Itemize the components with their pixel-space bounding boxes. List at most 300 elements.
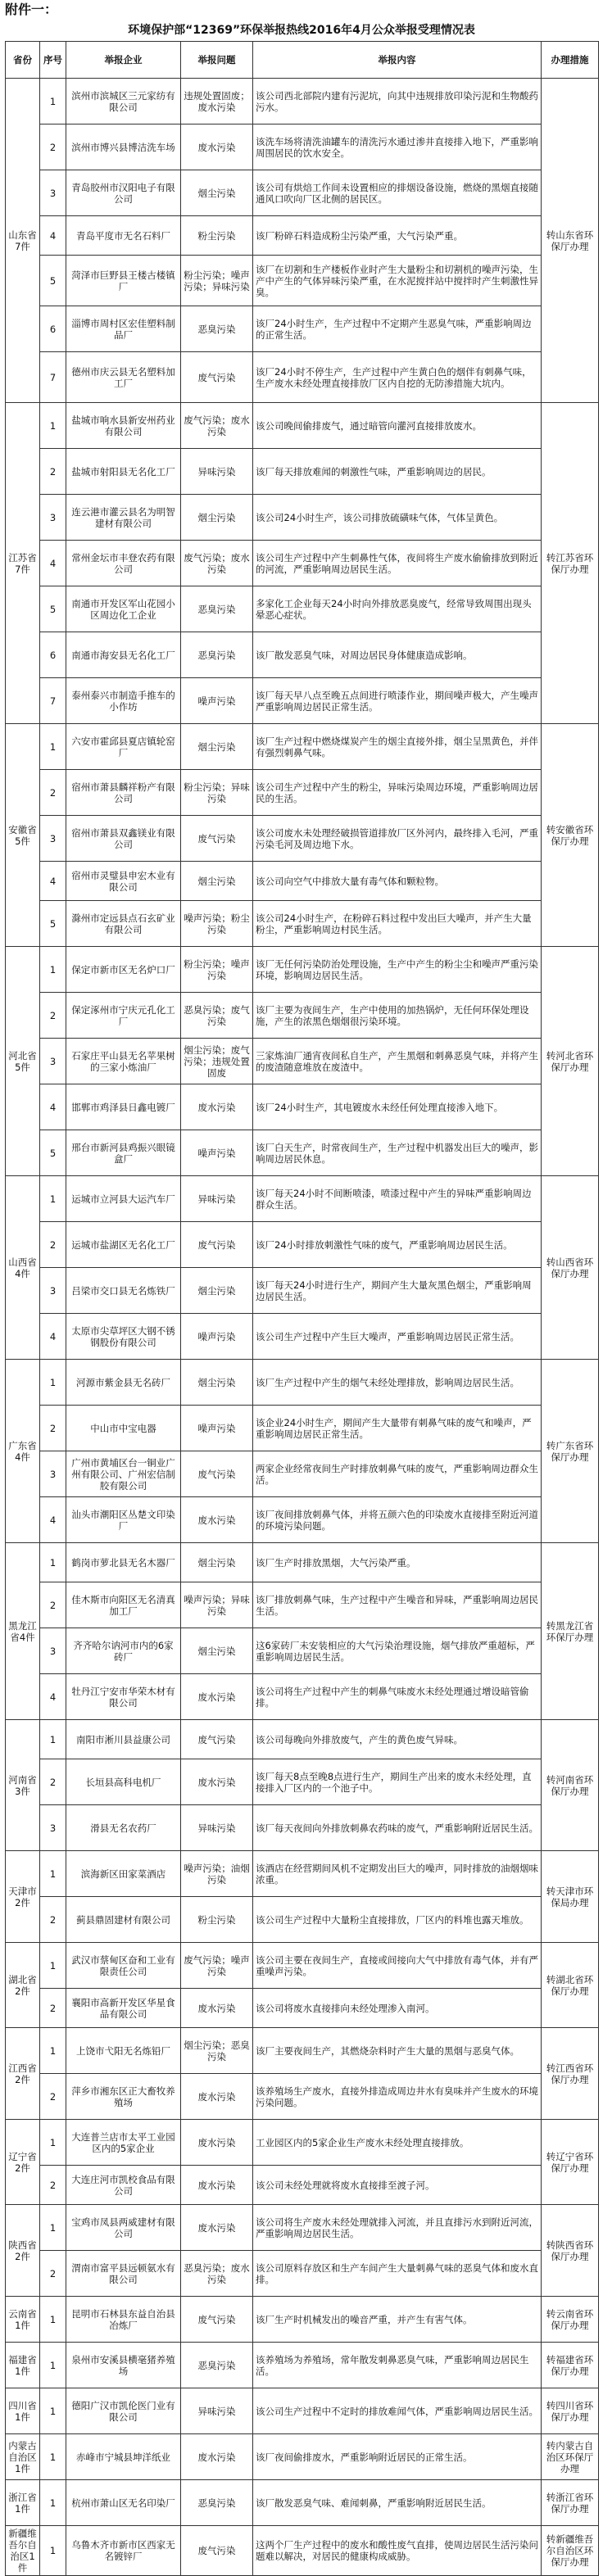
issue-cell: 异味污染 [181,1176,253,1222]
number-cell: 1 [40,79,66,124]
number-cell: 7 [40,352,66,403]
company-cell: 乌鲁木齐市新市区西家无名镀锌厂 [66,2526,181,2576]
content-cell: 该厂每天夜间向外排放刺鼻农药味的废气，严重影响附近居民生活。 [253,1805,542,1851]
table-row [6,1130,599,1176]
number-cell: 4 [40,1674,66,1720]
issue-cell: 粉尘污染；噪声污染；异味污染 [181,256,253,306]
company-cell: 保定涿州市宁庆元孔化工厂 [66,993,181,1039]
content-cell: 该公司生产过程中不定时的排放难闻气体，严重影响周边居民生活。 [253,2388,542,2434]
company-cell: 邢台市新河县鸡振兴眼镜盒厂 [66,1130,181,1176]
issue-cell: 废水污染 [181,1497,253,1543]
table-row [6,2434,599,2480]
issue-cell: 异味污染 [181,2388,253,2434]
table-title: 环境保护部“12369”环保举报热线2016年4月公众举报受理情况表 [128,24,475,37]
table-row [6,1759,599,1805]
content-cell: 三家炼油厂通宵夜间私自生产，产生黑烟和刺鼻恶臭气味，并将产生的废渣随意堆放在废渣中。 [253,1039,542,1084]
issue-cell: 异味污染 [181,1805,253,1851]
issue-cell: 废气污染；废水污染 [181,541,253,586]
number-cell: 2 [40,1897,66,1943]
content-cell: 该公司将生产过程中产生的刺鼻气味废水未经处理通过增设暗管偷排。 [253,1674,542,1720]
company-cell: 滨海新区田家菜酒店 [66,1851,181,1897]
company-cell: 连云港市灌云县名为明智建材有限公司 [66,495,181,541]
company-cell: 萍乡市湘东区正大畜牧养殖场 [66,2074,181,2120]
number-cell: 5 [40,256,66,306]
table-row [6,1360,599,1406]
number-cell: 4 [40,1314,66,1360]
number-cell: 1 [40,2205,66,2251]
company-cell: 青岛胶州市汉阳电子有限公司 [66,170,181,216]
issue-cell: 粉尘污染 [181,1897,253,1943]
measure-cell: 转河北省环保厅办理 [542,947,599,1176]
content-cell: 该公司将废水直接排向未经处理渗入南河。 [253,1989,542,2028]
table-row [6,216,599,256]
table-row [6,124,599,170]
company-cell: 蓟县鼎固建材有限公司 [66,1897,181,1943]
content-cell: 该厂生产过程中产生的烟气未经处理排放，影响周边居民生活。 [253,1360,542,1406]
content-cell: 该公司主要在夜间生产，直接或间接向大气中排放有毒气体，并有严重噪声污染。 [253,1943,542,1989]
measure-cell: 转山东省环保厅办理 [542,79,599,403]
issue-cell: 废水污染 [181,2166,253,2205]
company-cell: 宝鸡市凤县两威建材有限公司 [66,2205,181,2251]
measure-cell: 转浙江省环保厅办理 [542,2480,599,2526]
province-cell: 河北省5件 [6,947,40,1176]
measure-cell: 转福建省环保厅办理 [542,2343,599,2388]
province-cell: 陕西省2件 [6,2205,40,2297]
number-cell: 4 [40,216,66,256]
province-cell: 云南省1件 [6,2297,40,2343]
table-row [6,2120,599,2166]
content-cell: 该公司生产过程中产生巨大噪声，严重影响周边居民正常生活。 [253,1314,542,1360]
company-cell: 宿州市萧县双鑫镁业有限公司 [66,816,181,862]
issue-cell: 废水污染 [181,124,253,170]
issue-cell: 恶臭污染 [181,586,253,632]
table-row [6,1582,599,1628]
table-row [6,2074,599,2120]
table-row [6,541,599,586]
header-measure: 办理措施 [542,42,599,79]
header-issue: 举报问题 [181,42,253,79]
content-cell: 该养殖场生产废水，直接外排造成周边井水有臭味并产生废水的环境污染问题。 [253,2074,542,2120]
issue-cell: 废水污染 [181,1084,253,1130]
province-cell: 山东省7件 [6,79,40,403]
table-row [6,495,599,541]
company-cell: 南通市开发区军山花园小区周边化工企业 [66,586,181,632]
header-content: 举报内容 [253,42,542,79]
company-cell: 滨州市博兴县博洁洗车场 [66,124,181,170]
number-cell: 1 [40,2434,66,2480]
measure-cell: 转内蒙古自治区环保厅办理 [542,2434,599,2480]
company-cell: 吕梁市交口县无名炼铁厂 [66,1268,181,1314]
issue-cell: 烟尘污染；废气污染；违规处置固废 [181,1039,253,1084]
province-cell: 天津市2件 [6,1851,40,1943]
measure-cell: 转湖北省环保厅办理 [542,1943,599,2028]
number-cell: 2 [40,1759,66,1805]
province-cell: 山西省4件 [6,1176,40,1360]
measure-cell: 转天津市环保局办理 [542,1851,599,1943]
measure-cell: 转江苏省环保厅办理 [542,403,599,724]
issue-cell: 烟尘污染 [181,1268,253,1314]
number-cell: 1 [40,947,66,993]
content-cell: 该厂散发恶臭气味，对周边居民身体健康造成影响。 [253,632,542,678]
company-cell: 河源市紫金县无名砖厂 [66,1360,181,1406]
annex-label: 附件一： [5,2,58,17]
table-row [6,1943,599,1989]
table-row [6,770,599,816]
header-company: 举报企业 [66,42,181,79]
issue-cell: 噪声污染 [181,1406,253,1451]
issue-cell: 恶臭污染 [181,2480,253,2526]
company-cell: 上饶市弋阳无名炼铅厂 [66,2028,181,2074]
content-cell: 该公司有烘焙工作间未设置相应的排烟设备设施，燃烧的黑烟直接随通风口吹向厂区北侧的居民区。 [253,170,542,216]
table-row [6,170,599,216]
company-cell: 滁州市定远县点石玄矿业有限公司 [66,901,181,947]
measure-cell: 转江西省环保厅办理 [542,2028,599,2120]
issue-cell: 废水污染 [181,2434,253,2480]
company-cell: 长垣县高科电机厂 [66,1759,181,1805]
company-cell: 大连普兰店市太平工业园区内的5家企业 [66,2120,181,2166]
table-row [6,724,599,770]
content-cell: 该公司西北部院内建有污泥坑，向其中违规排放印染污泥和生物酸药污水。 [253,79,542,124]
issue-cell: 违规处置固废；废水污染 [181,79,253,124]
content-cell: 该厂生产时机械发出的噪音严重，并产生有害气体。 [253,2297,542,2343]
table-row [6,2028,599,2074]
number-cell: 3 [40,1628,66,1674]
content-cell: 该厂每天8点至晚8点进行生产，期间生产出来的废水未经处理，直接排入厂区内的一个池子中。 [253,1759,542,1805]
issue-cell: 粉尘污染 [181,216,253,256]
issue-cell: 恶臭污染 [181,2343,253,2388]
table-row [6,1039,599,1084]
table-row [6,2251,599,2297]
company-cell: 六安市霍邱县夏店镇轮窑厂 [66,724,181,770]
issue-cell: 废气污染 [181,352,253,403]
province-cell: 江苏省7件 [6,403,40,724]
company-cell: 渭南市富平县远顿氨水有限公司 [66,2251,181,2297]
table-row [6,1268,599,1314]
province-cell: 内蒙古自治区1件 [6,2434,40,2480]
table-row [6,1176,599,1222]
content-cell: 该厂夜间偷排废水，严重影响附近居民的正常生活。 [253,2434,542,2480]
number-cell: 1 [40,2297,66,2343]
province-cell: 江西省2件 [6,2028,40,2120]
issue-cell: 废水污染 [181,2120,253,2166]
issue-cell: 废气污染 [181,2297,253,2343]
number-cell: 3 [40,1268,66,1314]
company-cell: 赤峰市宁城县坤洋纸业 [66,2434,181,2480]
content-cell: 该厂每天排放难闻的刺激性气味，严重影响周边的居民。 [253,449,542,495]
province-cell: 河南省3件 [6,1720,40,1851]
province-cell: 安徽省5件 [6,724,40,947]
company-cell: 中山市中宝电器 [66,1406,181,1451]
table-row [6,2205,599,2251]
header-row [6,42,599,79]
content-cell: 该厂每天早八点至晚五点间进行喷漆作业，期间噪声极大，产生噪声严重影响周边居民正常生活。 [253,678,542,724]
number-cell: 2 [40,1406,66,1451]
issue-cell: 烟尘污染 [181,724,253,770]
table-row [6,2297,599,2343]
company-cell: 广州市黄埔区台一铜业广州有限公司、广州宏信制胶有限公司 [66,1451,181,1497]
content-cell: 该厂粉碎石料造成粉尘污染严重，大气污染严重。 [253,216,542,256]
table-row [6,1543,599,1582]
issue-cell: 粉尘污染；噪声污染 [181,947,253,993]
table-body [6,79,599,2576]
company-cell: 青岛平度市无名石料厂 [66,216,181,256]
issue-cell: 废气污染；噪声污染 [181,1943,253,1989]
table-row [6,2526,599,2576]
content-cell: 该公司24小时生产，该公司排放硫磺味气体，气体呈黄色。 [253,495,542,541]
province-cell: 辽宁省2件 [6,2120,40,2205]
number-cell: 3 [40,1039,66,1084]
company-cell: 杭州市萧山区无名印染厂 [66,2480,181,2526]
content-cell: 该公司每晚向外排放废气，产生的黄色废气异味。 [253,1720,542,1759]
province-cell: 湖北省2件 [6,1943,40,2028]
province-cell: 新疆维吾尔自治区1件 [6,2526,40,2576]
company-cell: 淄博市周村区宏佳塑料制品厂 [66,306,181,352]
number-cell: 1 [40,1176,66,1222]
company-cell: 鹤岗市萝北县无名木器厂 [66,1543,181,1582]
number-cell: 7 [40,678,66,724]
company-cell: 太原市尖草坪区大钢不锈钢股份有限公司 [66,1314,181,1360]
number-cell: 2 [40,2166,66,2205]
content-cell: 该厂在切割和生产楼板作业时产生大量粉尘和切割机的噪声污染，生产中产生的气体异味污染严重，在水泥搅拌站中搅拌时产生刺激性异臭。 [253,256,542,306]
issue-cell: 废气污染 [181,1720,253,1759]
table-row [6,632,599,678]
company-cell: 昆明市石林县东益自治县冶炼厂 [66,2297,181,2343]
company-cell: 南阳市淅川县益康公司 [66,1720,181,1759]
company-cell: 宿州市萧县麟祥粉产有限公司 [66,770,181,816]
measure-cell: 转新疆维吾尔自治区环保厅办理 [542,2526,599,2576]
content-cell: 这6家砖厂未安装相应的大气污染治理设施，烟气排放严重超标，严重影响周边居民生活。 [253,1628,542,1674]
content-cell: 该公司生产过程中产生的粉尘，异味污染周边环境，严重影响周边居民的生活。 [253,770,542,816]
measure-cell: 转黑龙江省环保厅办理 [542,1543,599,1720]
table-row [6,1897,599,1943]
number-cell: 2 [40,449,66,495]
issue-cell: 噪声污染；粉尘污染 [181,901,253,947]
table-row [6,449,599,495]
issue-cell: 废气污染 [181,816,253,862]
issue-cell: 废气污染 [181,1222,253,1268]
table-row [6,1989,599,2028]
company-cell: 运城市立河县大运汽车厂 [66,1176,181,1222]
number-cell: 1 [40,403,66,449]
company-cell: 石家庄平山县无名苹果树的三家小炼油厂 [66,1039,181,1084]
number-cell: 6 [40,306,66,352]
number-cell: 5 [40,901,66,947]
number-cell: 4 [40,1084,66,1130]
company-cell: 运城市盐湖区无名化工厂 [66,1222,181,1268]
company-cell: 盐城市响水县新安州药业有限公司 [66,403,181,449]
content-cell: 该厂排放刺鼻气味，生产过程中产生噪音和异味，严重影响周边居民生活。 [253,1582,542,1628]
number-cell: 1 [40,2028,66,2074]
number-cell: 1 [40,2526,66,2576]
issue-cell: 异味污染 [181,449,253,495]
issue-cell: 恶臭污染；废水污染 [181,2251,253,2297]
number-cell: 3 [40,495,66,541]
company-cell: 汕头市潮阳区丛楚文印染厂 [66,1497,181,1543]
issue-cell: 废水污染 [181,2074,253,2120]
table-row [6,2480,599,2526]
measure-cell: 转陕西省环保厅办理 [542,2205,599,2297]
company-cell: 德阳广汉市凯伦医门业有限公司 [66,2388,181,2434]
table-row [6,403,599,449]
content-cell: 该厂24小时不停生产，生产过程中产生黄白色的烟伴有刺鼻气味，生产废水未经处理直接排放厂区内自挖的无防渗措施大坑内。 [253,352,542,403]
company-cell: 齐齐哈尔讷河市内的6家砖厂 [66,1628,181,1674]
number-cell: 3 [40,170,66,216]
content-cell: 该酒店在经营期间风机不定期发出巨大的噪声，同时排放的油烟烟味浓重。 [253,1851,542,1897]
company-cell: 德州市庆云县无名塑料加工厂 [66,352,181,403]
company-cell: 保定市新市区无名炉口厂 [66,947,181,993]
table-row [6,586,599,632]
company-cell: 滨州市滨城区三元家纺有限公司 [66,79,181,124]
content-cell: 该厂无任何污染防治处理设施，生产中产生的粉尘尘和噪声严重污染环境，影响周边居民生活。 [253,947,542,993]
number-cell: 1 [40,1543,66,1582]
number-cell: 2 [40,993,66,1039]
content-cell: 该厂主要为夜间生产，生产中使用的加热锅炉，无任何环保处理设施，产生的浓黑色烟烟很污染环境。 [253,993,542,1039]
number-cell: 1 [40,2388,66,2434]
content-cell: 该公司废水未处理经破损管道排放厂区外河内，最终排入毛河，严重污染毛河及周边地下水。 [253,816,542,862]
table-row [6,79,599,124]
number-cell: 4 [40,1497,66,1543]
content-cell: 该厂白天生产，时常夜间生产，生产过程中机器发出巨大的噪声，影响周边居民休息。 [253,1130,542,1176]
issue-cell: 烟尘污染 [181,1628,253,1674]
issue-cell: 烟尘污染 [181,1360,253,1406]
issue-cell: 废水污染 [181,1759,253,1805]
company-cell: 泉州市安溪县横毫猪养殖场 [66,2343,181,2388]
measure-cell: 转四川省环保厅办理 [542,2388,599,2434]
company-cell: 泰州泰兴市制造手推车的小作坊 [66,678,181,724]
number-cell: 3 [40,816,66,862]
content-cell: 该厂24小时排放刺激性气味的废气，严重影响周边居民生活。 [253,1222,542,1268]
table-row [6,862,599,901]
issue-cell: 烟尘污染 [181,170,253,216]
province-cell: 四川省1件 [6,2388,40,2434]
table-row [6,1805,599,1851]
table-row [6,1628,599,1674]
content-cell: 两家企业经常夜间生产时排放刺鼻气味的废气，严重影响周边群众生活。 [253,1451,542,1497]
content-cell: 该厂24小时生产，生产过程中不定期产生恶臭气味，严重影响周边的正常生活。 [253,306,542,352]
issue-cell: 废气污染 [181,1451,253,1497]
measure-cell: 转云南省环保厅办理 [542,2297,599,2343]
header-province: 省份 [6,42,40,79]
table-row [6,1222,599,1268]
issue-cell: 恶臭污染；废气污染 [181,993,253,1039]
content-cell: 工业园区内的5家企业生产废水未经处理直接排放。 [253,2120,542,2166]
content-cell: 该洗车场将清洗油罐车的清洗污水通过渗井直接排入地下，严重影响周围居民的饮水安全。 [253,124,542,170]
number-cell: 2 [40,2251,66,2297]
number-cell: 1 [40,2120,66,2166]
content-cell: 这两个厂生产过程中的废水和酸性废气直排，使周边居民生活污染问题难以解决，对居民的健康构成威胁。 [253,2526,542,2576]
province-cell: 广东省4件 [6,1360,40,1543]
measure-cell: 转山西省环保厅办理 [542,1176,599,1360]
number-cell: 2 [40,1222,66,1268]
header-number: 序号 [40,42,66,79]
content-cell: 该厂生产过程中燃烧煤炭产生的烟尘直接外排，烟尘呈黑黄色，并伴有强烈刺鼻气味。 [253,724,542,770]
content-cell: 该厂每天24小时进行生产，期间产生大量灰黑色烟尘，严重影响周边居民生活。 [253,1268,542,1314]
table-row [6,1314,599,1360]
content-cell: 该厂主要夜间生产，其燃烧杂料时产生大量的黑烟与恶臭气体。 [253,2028,542,2074]
content-cell: 多家化工企业每天24小时向外排放恶臭废气，经常导致周围出现头晕恶心症状。 [253,586,542,632]
number-cell: 6 [40,632,66,678]
number-cell: 5 [40,1130,66,1176]
table-row [6,816,599,862]
content-cell: 该厂生产时排放黑烟，大气污染严重。 [253,1543,542,1582]
company-cell: 滑县无名农药厂 [66,1805,181,1851]
issue-cell: 恶臭污染 [181,632,253,678]
number-cell: 1 [40,2343,66,2388]
content-cell: 该公司生产过程中产生刺鼻性气体，夜间将生产废水偷偷排放到附近的河流，严重影响周边居民生活。 [253,541,542,586]
issue-cell: 粉尘污染；异味污染 [181,770,253,816]
content-cell: 该厂散发恶臭气味、难闻刺鼻，严重影响附近居民生活。 [253,2480,542,2526]
content-cell: 该厂24小时生产，其电镀废水未经任何处理直接渗入地下。 [253,1084,542,1130]
table-row [6,352,599,403]
table-row [6,306,599,352]
province-cell: 黑龙江省4件 [6,1543,40,1720]
report-table [5,41,599,2576]
number-cell: 2 [40,124,66,170]
company-cell: 襄阳市高新开发区华星食品有限公司 [66,1989,181,2028]
company-cell: 菏泽市巨野县王楼古楼镇厂 [66,256,181,306]
issue-cell: 噪声污染 [181,1130,253,1176]
table-row [6,1084,599,1130]
company-cell: 南通市海安县无名化工厂 [66,632,181,678]
number-cell: 2 [40,1989,66,2028]
content-cell: 该厂每天24小时不间断喷漆，喷漆过程中产生的异味严重影响周边群众生活。 [253,1176,542,1222]
company-cell: 宿州市灵璧县申宏木业有限公司 [66,862,181,901]
number-cell: 4 [40,541,66,586]
content-cell: 该公司原料存放区和生产车间产生大量刺鼻气味的恶臭气体和废水直排。 [253,2251,542,2297]
issue-cell: 噪声污染；异味污染 [181,1582,253,1628]
measure-cell: 转安徽省环保厅办理 [542,724,599,947]
number-cell: 3 [40,1805,66,1851]
table-row [6,1497,599,1543]
company-cell: 盐城市射阳县无名化工厂 [66,449,181,495]
number-cell: 1 [40,1943,66,1989]
number-cell: 1 [40,1851,66,1897]
table-row [6,2388,599,2434]
content-cell: 该公司未经处理就将废水直接排至渡子河。 [253,2166,542,2205]
content-cell: 该企业24小时生产，期间产生大量带有刺鼻气味的废气和噪声，严重影响周边居民正常生活。 [253,1406,542,1451]
table-row [6,678,599,724]
number-cell: 1 [40,1360,66,1406]
issue-cell: 废水污染 [181,1674,253,1720]
issue-cell: 烟尘污染 [181,862,253,901]
content-cell: 该厂夜间排放刺鼻气体，并将五颜六色的印染废水直接排至附近河道的环境污染问题。 [253,1497,542,1543]
table-row [6,901,599,947]
table-row [6,1674,599,1720]
issue-cell: 噪声污染 [181,678,253,724]
issue-cell: 噪声污染 [181,1314,253,1360]
company-cell: 邯郸市鸡泽县日鑫电镀厂 [66,1084,181,1130]
table-row [6,993,599,1039]
number-cell: 2 [40,770,66,816]
number-cell: 1 [40,2480,66,2526]
issue-cell: 噪声污染；油烟污染 [181,1851,253,1897]
issue-cell: 恶臭污染 [181,306,253,352]
table-row [6,947,599,993]
number-cell: 1 [40,1720,66,1759]
table-row [6,1406,599,1451]
issue-cell: 废水污染 [181,1989,253,2028]
content-cell: 该公司将生产废水未经处理就排入河流，并且直排污水到附近河流，严重影响周边居民生活。 [253,2205,542,2251]
province-cell: 浙江省1件 [6,2480,40,2526]
number-cell: 4 [40,862,66,901]
content-cell: 该公司24小时生产，在粉碎石料过程中发出巨大噪声，并产生大量粉尘，严重影响周边村民生活。 [253,901,542,947]
measure-cell: 转广东省环保厅办理 [542,1360,599,1543]
issue-cell: 废气污染；废水污染 [181,403,253,449]
company-cell: 武汉市蔡甸区奋和工业有限责任公司 [66,1943,181,1989]
number-cell: 3 [40,1451,66,1497]
measure-cell: 转河南省环保厅办理 [542,1720,599,1851]
content-cell: 该公司生产过程中大量粉尘直接排放，厂区内的料堆也露天堆放。 [253,1897,542,1943]
